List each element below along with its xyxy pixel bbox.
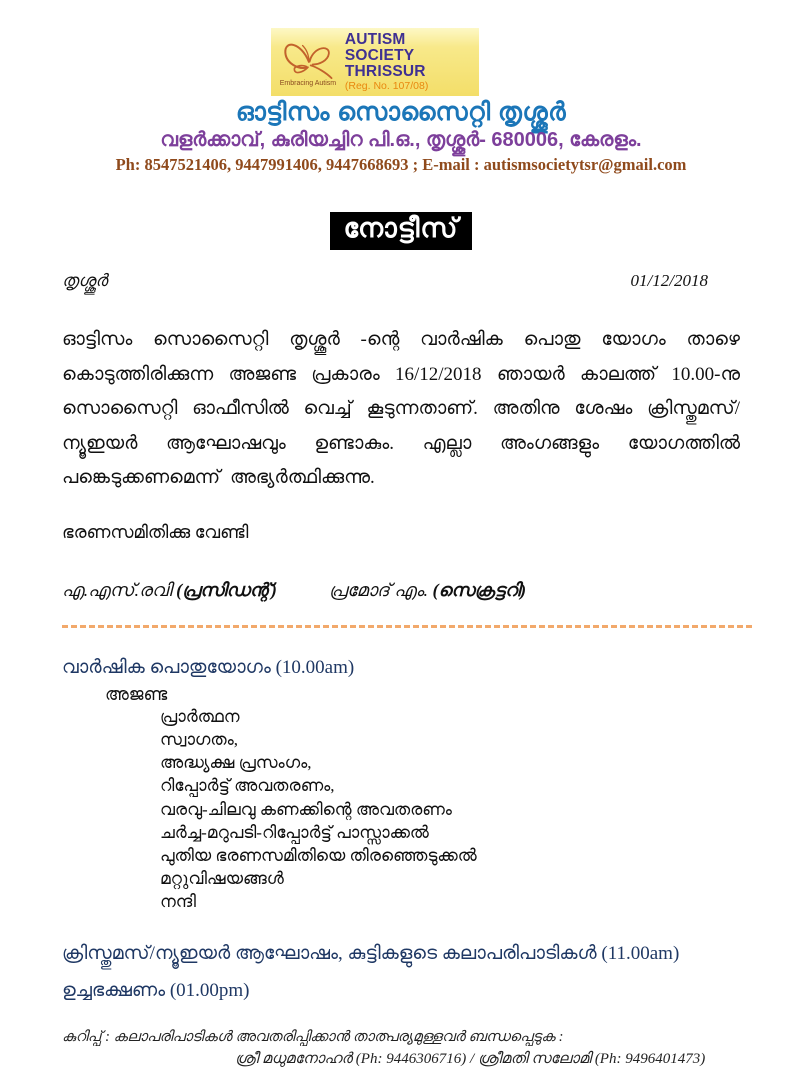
agenda-list (62, 708, 740, 912)
org-address: വളർക്കാവ്, കുരിയച്ചിറ പി.ഒ., തൃശ്ശൂർ- 680006, കേരളം. (160, 129, 642, 151)
agenda-item: റിപ്പോർട്ട് അവതരണം, (160, 776, 335, 796)
org-name-malayalam: ഓട്ടിസം സൊസൈറ്റി തൃശ്ശൂർ (235, 98, 567, 126)
dashed-divider (62, 625, 752, 628)
signatory-name: പ്രമോദ് എം. (328, 579, 429, 600)
footer-contacts: ശ്രീ മധുമനോഹർ (Ph: 9446306716) / ശ്രീമതി സലോമി (Ph: 9496401473) (235, 1051, 706, 1068)
logo-reg-no: (Reg. No. 107/08) (344, 80, 429, 93)
agenda-item: സ്വാഗതം, (160, 730, 238, 750)
agenda-item: നന്ദി (160, 892, 196, 912)
notice-date: 01/12/2018 (630, 271, 708, 290)
signatory-secretary (329, 580, 526, 601)
org-contact-line: Ph: 8547521406, 9447991406, 9447668693 ; E-mail : autismsocietytsr@gmail.com (115, 155, 687, 174)
logo-org-line1: AUTISM SOCIETY (344, 30, 415, 64)
logo-left (277, 38, 339, 87)
logo-org-line2: THRISSUR (344, 63, 426, 81)
logo-tagline: Embracing Autism (279, 79, 337, 87)
notice-body: ഓട്ടിസം സൊസൈറ്റി തൃശ്ശൂർ -ന്റെ വാർഷിക പൊതു യോഗം താഴെ കൊടുത്തിരിക്കുന്ന അജണ്ട പ്രകാരം 16/12/2018 ഞായർ കാലത്ത് 10.00-നു സൊസൈറ്റി ഓഫീസിൽ വെച്ച് കൂടുന്നതാണ്. അതിനു ശേഷം ക്രിസ്തുമസ്/ന്യൂഇയർ ആഘോഷവും ഉണ്ടാകും. എല്ലാ അംഗങ്ങളും യോഗത്തിൽ പങ്കെടുക്കണമെന്ന് അഭ്യർത്ഥിക്കുന്നു. (62, 329, 740, 489)
agm-time: (10.00am) (275, 656, 355, 678)
signatory-title: (പ്രസിഡന്റ്) (176, 579, 277, 600)
lunch-time: (01.00pm) (169, 980, 250, 1002)
org-logo (271, 28, 479, 96)
lunch-label: ഉച്ചഭക്ഷണം (62, 980, 166, 1002)
signature-row (62, 580, 740, 601)
notice-title: നോട്ടീസ് (330, 212, 473, 250)
agenda-item: വരവു-ചിലവു കണക്കിന്റെ അവതരണം (160, 799, 452, 819)
logo-wordmark (345, 32, 471, 92)
agenda-item: അദ്ധ്യക്ഷ പ്രസംഗം, (160, 753, 312, 773)
footer-note: കുറിപ്പ് : കലാപരിപാടികൾ അവതരിപ്പിക്കാൻ താത്പര്യമുള്ളവർ ബന്ധപ്പെടുക : (62, 1029, 564, 1046)
agenda-item: പുതിയ ഭരണസമിതിയെ തിരഞ്ഞെടുക്കൽ (160, 846, 477, 866)
agm-heading (62, 657, 740, 679)
agm-label: വാർഷിക പൊതുയോഗം (62, 656, 271, 678)
celebration-label: ക്രിസ്തുമസ്/ന്യൂഇയർ ആഘോഷം, കുട്ടികളുടെ കലാപരിപാടികൾ (62, 943, 597, 965)
signatory-president (62, 580, 277, 601)
agenda-item: പ്രാർത്ഥന (160, 706, 240, 726)
on-behalf-line: ഭരണസമിതിക്കു വേണ്ടി (62, 521, 249, 542)
place-date-row (62, 271, 740, 291)
agenda-item: ചർച്ച-മറുപടി-റിപ്പോർട്ട് പാസ്സാക്കൽ (160, 822, 429, 842)
agenda-heading: അജണ്ട (105, 683, 168, 704)
notice-title-row (62, 212, 740, 250)
butterfly-icon (279, 38, 337, 82)
agenda-item: മറ്റുവിഷയങ്ങൾ (160, 869, 284, 889)
place: തൃശ്ശൂർ (62, 271, 108, 290)
celebration-heading (62, 943, 740, 965)
signatory-title: (സെക്രട്ടറി) (432, 579, 527, 600)
celebration-time: (11.00am) (601, 943, 680, 965)
signatory-name: എ.എസ്.രവി (62, 579, 172, 600)
lunch-heading (62, 980, 740, 1002)
